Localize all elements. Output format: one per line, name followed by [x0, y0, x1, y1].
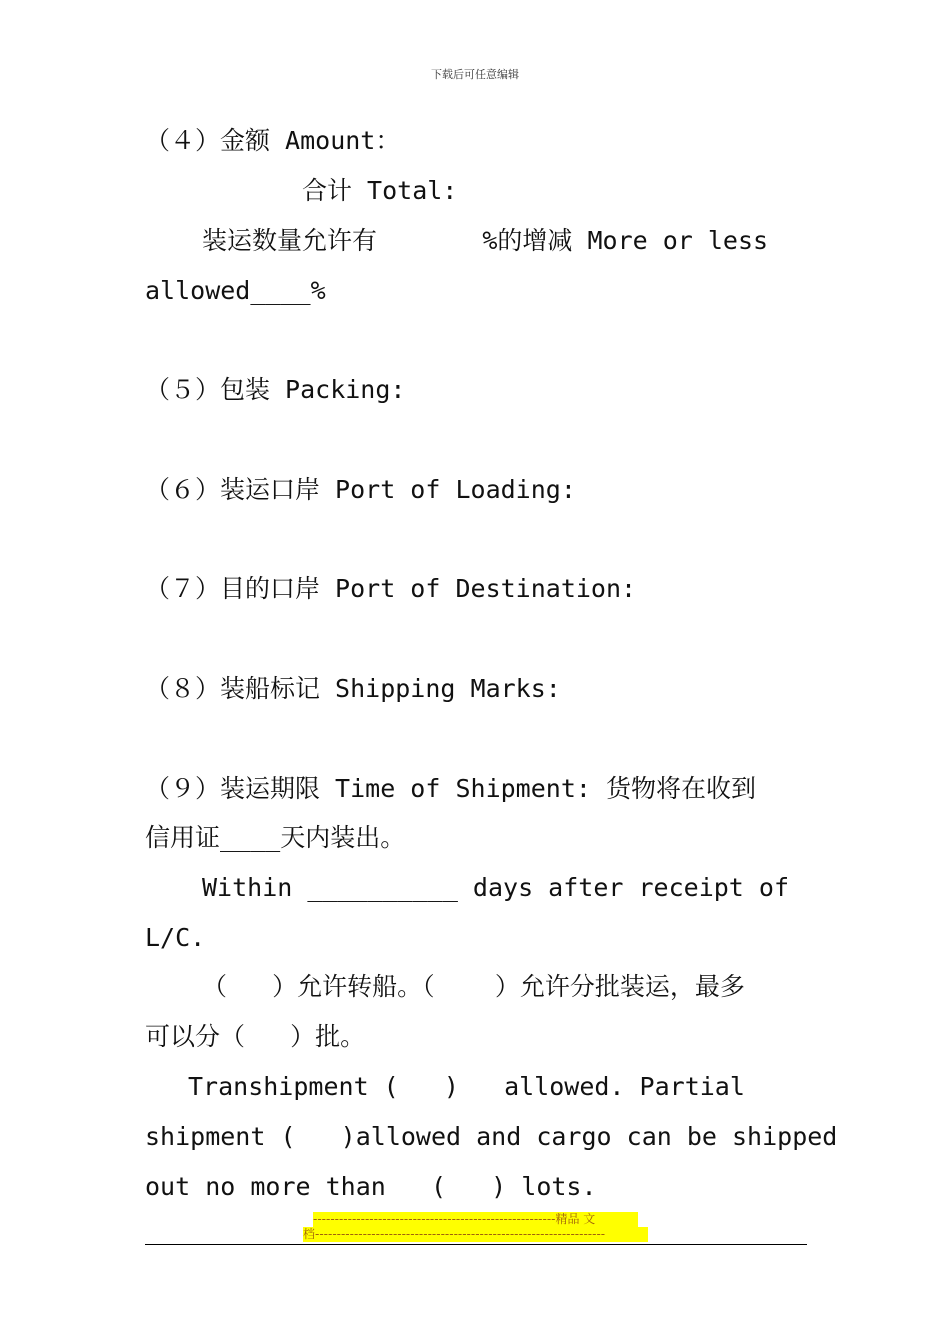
transhipment-chinese-line: （ ）允许转船。（ ）允许分批装运，最多	[202, 972, 745, 1001]
item-5-packing: （５）包装 Packing:	[145, 375, 406, 404]
partial-shipment-line: shipment ( )allowed and cargo can be shipped	[145, 1122, 838, 1151]
lc-days-chinese: 信用证____天内装出。	[145, 823, 406, 852]
footer-watermark-line-1: --------------------------------------------------------精品 文	[313, 1212, 638, 1227]
transhipment-english-line: Transhipment ( ) allowed. Partial	[188, 1072, 745, 1101]
total-line: 合计 Total:	[302, 176, 458, 205]
lots-chinese-line: 可以分（ ）批。	[145, 1022, 366, 1051]
page-header: 下载后可任意编辑	[431, 68, 519, 81]
tolerance-line: 装运数量允许有 %的增减 More or less	[202, 226, 769, 255]
item-8-shipping-marks: （８）装船标记 Shipping Marks:	[145, 674, 561, 703]
footer-watermark-line-2: 档-------------------------------------------------------------------	[303, 1227, 648, 1242]
lc-line: L/C.	[145, 923, 206, 952]
footer-divider	[145, 1244, 807, 1245]
within-days-line: Within __________ days after receipt of	[202, 873, 789, 902]
item-7-port-of-destination: （７）目的口岸 Port of Destination:	[145, 574, 637, 603]
item-6-port-of-loading: （６）装运口岸 Port of Loading:	[145, 475, 576, 504]
lots-english-line: out no more than ( ) lots.	[145, 1172, 597, 1201]
tolerance-allowed-line: allowed____%	[145, 276, 326, 305]
item-9-time-of-shipment: （９）装运期限 Time of Shipment: 货物将在收到	[145, 774, 756, 803]
item-4-amount: （４）金额 Amount：	[145, 126, 401, 155]
